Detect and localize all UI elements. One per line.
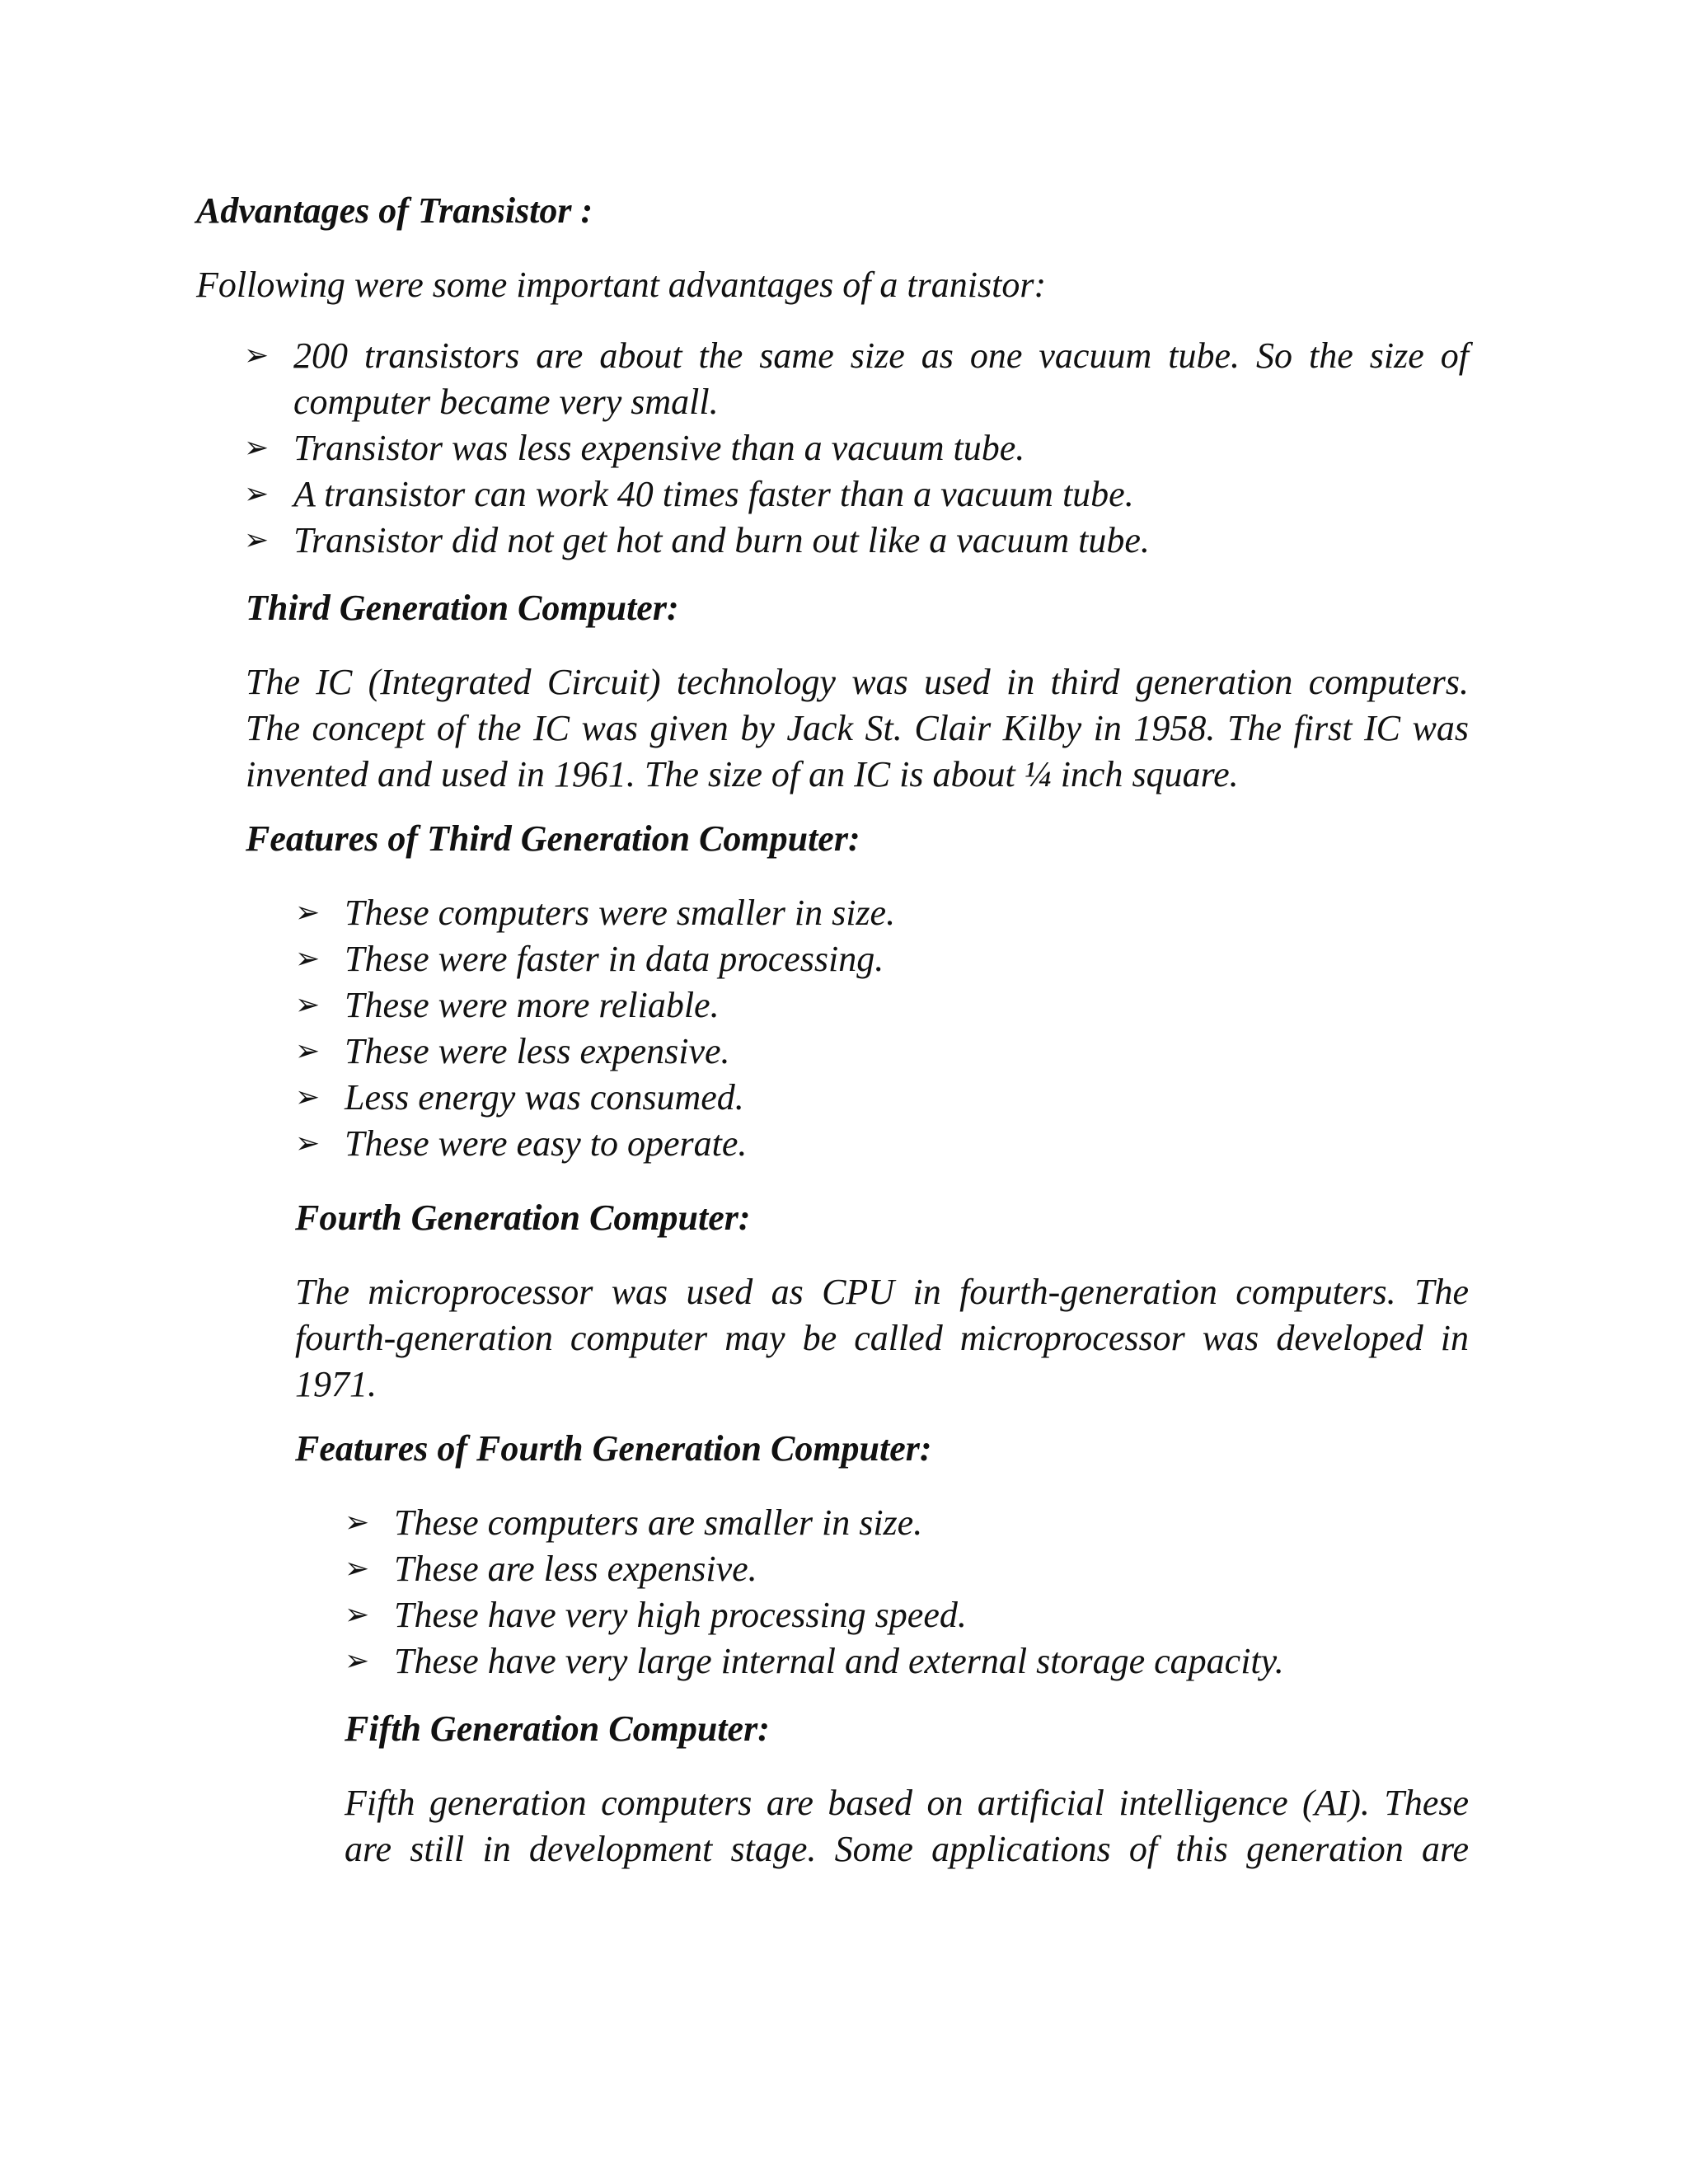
list-item [295, 1029, 895, 1075]
list-item [345, 1500, 1284, 1546]
arrow-bullet-icon: ➢ [345, 1552, 370, 1586]
arrow-bullet-icon: ➢ [345, 1598, 370, 1632]
arrow-bullet-icon: ➢ [295, 1034, 321, 1068]
text-line: These were easy to operate. [345, 1123, 748, 1164]
fifth-generation-heading: Fifth Generation Computer: [345, 1708, 770, 1749]
arrow-bullet-icon: ➢ [295, 896, 321, 930]
transistor-intro [196, 262, 1046, 308]
text-line: These are less expensive. [394, 1549, 757, 1589]
list-item [244, 518, 1469, 564]
text-line: These have very large internal and external storage capacity. [394, 1641, 1284, 1681]
transistor-advantages-heading: Advantages of Transistor : [196, 190, 593, 231]
third-generation-features-heading: Features of Third Generation Computer: [246, 818, 860, 859]
text-line: computer became very small. [293, 382, 719, 422]
text-line: These computers are smaller in size. [394, 1502, 923, 1543]
list-item [345, 1638, 1284, 1685]
text-line: Fifth generation computers are based on artificial intelligence (AI). These [345, 1783, 1469, 1823]
arrow-bullet-icon: ➢ [295, 1080, 321, 1114]
text-line: Less energy was consumed. [345, 1077, 744, 1118]
text-line: 200 transistors are about the same size as one vacuum tube. So the size of [293, 335, 1469, 376]
fourth-generation-heading: Fourth Generation Computer: [295, 1197, 751, 1238]
text-line: invented and used in 1961. The size of an IC is about ¼ inch square. [246, 754, 1239, 794]
text-line: These have very high processing speed. [394, 1595, 967, 1635]
fourth-generation-paragraph [295, 1269, 1469, 1408]
text-line: Transistor was less expensive than a vacuum tube. [293, 428, 1025, 468]
arrow-bullet-icon: ➢ [244, 431, 270, 465]
list-item [295, 1121, 895, 1167]
arrow-bullet-icon: ➢ [345, 1644, 370, 1678]
arrow-bullet-icon: ➢ [244, 523, 270, 557]
list-item [295, 982, 895, 1029]
list-item [244, 425, 1469, 471]
arrow-bullet-icon: ➢ [295, 942, 321, 976]
text-line: These were faster in data processing. [345, 939, 884, 979]
arrow-bullet-icon: ➢ [345, 1506, 370, 1540]
text-line: The IC (Integrated Circuit) technology was used in third generation computers. [246, 662, 1469, 702]
list-item [295, 890, 895, 936]
text-line: are still in development stage. Some applications of this generation are [345, 1829, 1469, 1869]
text-line: 1971. [295, 1364, 377, 1404]
third-generation-features-list [295, 890, 895, 1167]
fourth-generation-features-heading: Features of Fourth Generation Computer: [295, 1428, 932, 1469]
third-generation-paragraph [246, 659, 1469, 798]
text-line: These computers were smaller in size. [345, 893, 896, 933]
arrow-bullet-icon: ➢ [295, 988, 321, 1022]
arrow-bullet-icon: ➢ [295, 1127, 321, 1160]
list-item [244, 471, 1469, 518]
text-line: These were less expensive. [345, 1031, 730, 1071]
list-item [295, 936, 895, 982]
text-line: These were more reliable. [345, 985, 720, 1025]
list-item [345, 1592, 1284, 1638]
arrow-bullet-icon: ➢ [244, 339, 270, 373]
text-line: fourth-generation computer may be called microprocessor was developed in [295, 1318, 1469, 1358]
fifth-generation-paragraph [345, 1780, 1469, 1872]
text-line: Following were some important advantages of a tranistor: [196, 265, 1047, 305]
arrow-bullet-icon: ➢ [244, 477, 270, 511]
list-item [345, 1546, 1284, 1592]
transistor-advantages-list [244, 333, 1469, 564]
text-line: The concept of the IC was given by Jack St. Clair Kilby in 1958. The first IC was [246, 708, 1469, 748]
fourth-generation-features-list [345, 1500, 1284, 1685]
third-generation-heading: Third Generation Computer: [246, 588, 679, 628]
text-line: The microprocessor was used as CPU in fourth-generation computers. The [295, 1272, 1469, 1312]
text-line: A transistor can work 40 times faster than a vacuum tube. [293, 474, 1134, 514]
list-item [244, 333, 1469, 425]
list-item [295, 1075, 895, 1121]
text-line: Transistor did not get hot and burn out like a vacuum tube. [293, 520, 1150, 560]
